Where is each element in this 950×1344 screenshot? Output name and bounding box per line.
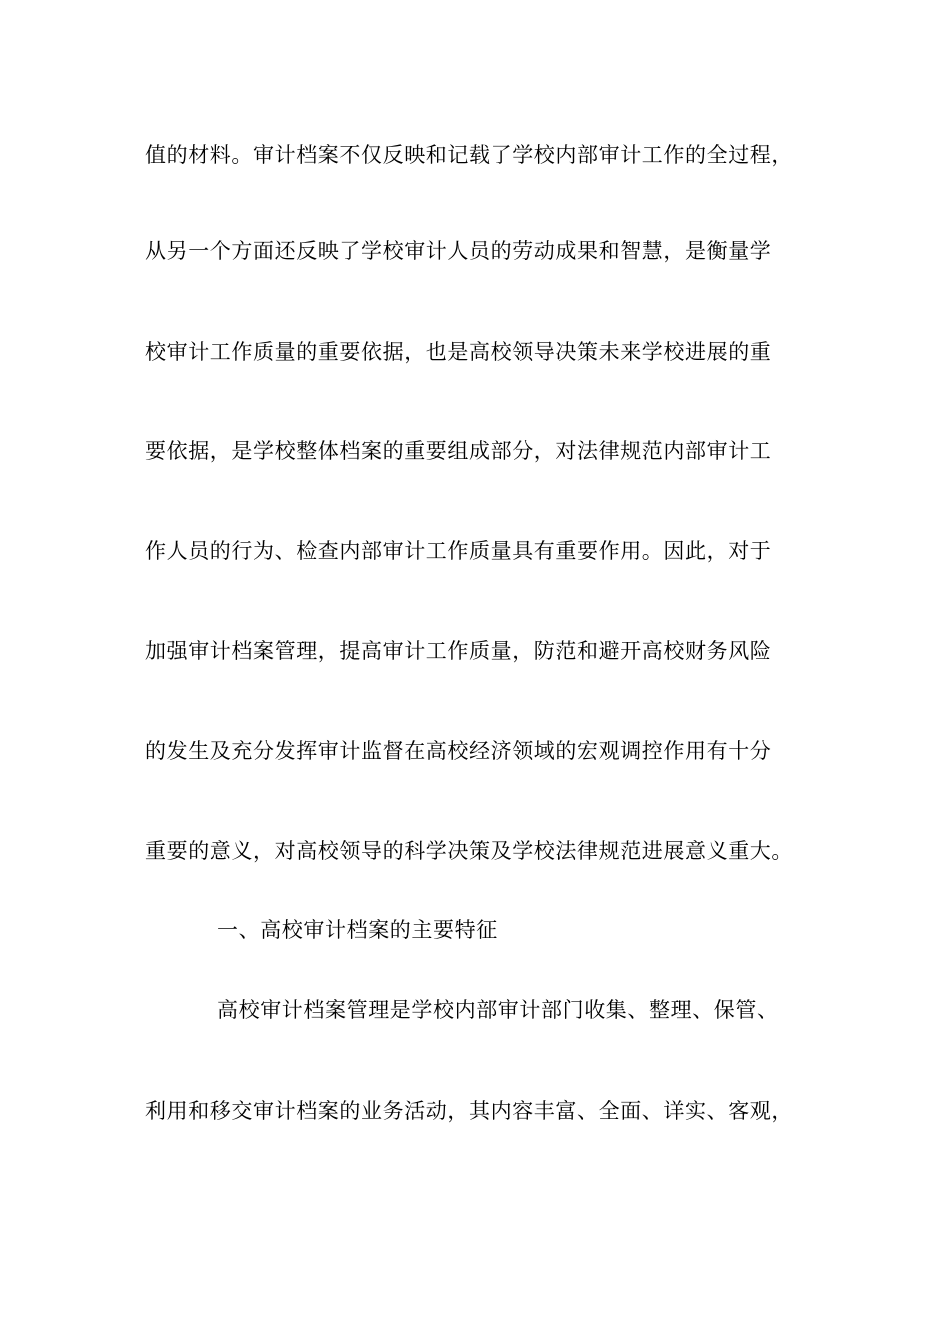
paragraph-line: 重要的意义，对高校领导的科学决策及学校法律规范进展意义重大。 <box>145 839 793 863</box>
paragraph-line: 值的材料。审计档案不仅反映和记载了学校内部审计工作的全过程， <box>145 143 793 167</box>
paragraph-line: 校审计工作质量的重要依据，也是高校领导决策未来学校进展的重 <box>145 340 772 364</box>
paragraph-line: 加强审计档案管理，提高审计工作质量，防范和避开高校财务风险 <box>145 639 772 663</box>
paragraph-line: 要依据，是学校整体档案的重要组成部分，对法律规范内部审计工 <box>145 439 772 463</box>
paragraph-line: 的发生及充分发挥审计监督在高校经济领域的宏观调控作用有十分 <box>145 739 772 763</box>
paragraph-line: 作人员的行为、检查内部审计工作质量具有重要作用。因此，对于 <box>145 539 772 563</box>
section-heading: 一、高校审计档案的主要特征 <box>217 918 498 942</box>
paragraph-line: 从另一个方面还反映了学校审计人员的劳动成果和智慧，是衡量学 <box>145 239 772 263</box>
paragraph-line: 高校审计档案管理是学校内部审计部门收集、整理、保管、 <box>217 998 779 1022</box>
paragraph-line: 利用和移交审计档案的业务活动，其内容丰富、全面、详实、客观， <box>145 1099 793 1123</box>
